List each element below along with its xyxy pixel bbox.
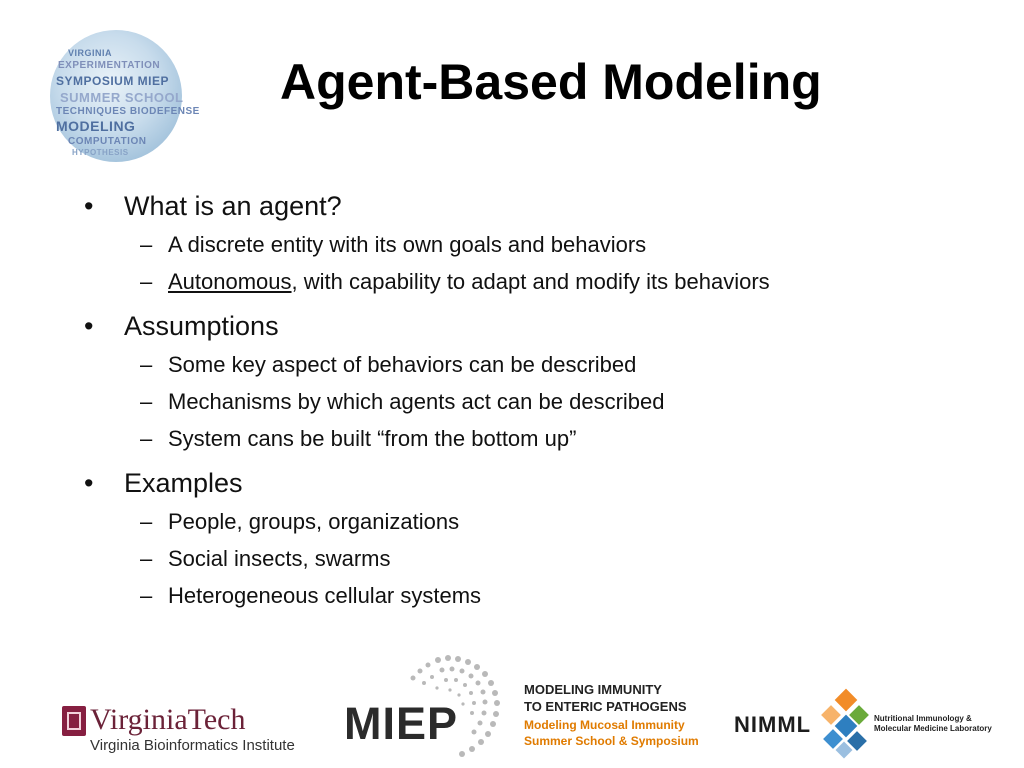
nimml-name: NIMML [734, 712, 812, 737]
bullet-text: What is an agent? [124, 191, 342, 221]
slide-title: Agent-Based Modeling [280, 54, 822, 110]
nimml-logo [734, 690, 994, 760]
sub-item [82, 263, 982, 300]
sub-list [82, 346, 982, 457]
sub-item [82, 226, 982, 263]
logo-word: EXPERIMENTATION [58, 60, 161, 71]
bullet-text: Examples [124, 468, 243, 498]
sub-text: Some key aspect of behaviors can be described [168, 352, 637, 377]
virginia-tech-logo [60, 704, 320, 764]
sub-list [82, 503, 982, 614]
logo-word: TECHNIQUES BIODEFENSE [56, 106, 200, 117]
underlined-term: Autonomous [168, 269, 292, 294]
miep-line4: Summer School & Symposium [524, 734, 699, 748]
logo-word: COMPUTATION [68, 136, 147, 147]
miep-line1: MODELING IMMUNITY [524, 682, 662, 697]
sub-text: A discrete entity with its own goals and behaviors [168, 232, 647, 257]
bullet-icon: • [84, 311, 94, 341]
vt-name: VirginiaTech [90, 703, 246, 736]
dash-icon: – [140, 546, 153, 571]
dash-icon: – [140, 232, 153, 257]
bullet-item [82, 186, 982, 226]
dash-icon: – [140, 426, 153, 451]
logo-word: HYPOTHESIS [72, 148, 129, 157]
slide-body [82, 180, 982, 614]
bullet-icon: • [84, 468, 94, 498]
miep-name: MIEP [344, 698, 459, 749]
miep-line3: Modeling Mucosal Immunity [524, 718, 685, 732]
sub-list [82, 226, 982, 300]
sub-text: People, groups, organizations [168, 509, 460, 534]
dash-icon: – [140, 352, 153, 377]
dash-icon: – [140, 509, 153, 534]
bullet-icon: • [84, 191, 94, 221]
bullet-text: Assumptions [124, 311, 279, 341]
sub-item [82, 383, 982, 420]
sub-text: Social insects, swarms [168, 546, 391, 571]
sub-item [82, 540, 982, 577]
dash-icon: – [140, 583, 153, 608]
diamond-cluster-icon [820, 690, 872, 760]
vt-seal-icon [62, 706, 86, 736]
logo-word: MODELING [56, 118, 136, 134]
bullet-item [82, 463, 982, 503]
nimml-line2: Molecular Medicine Laboratory [874, 724, 992, 733]
sub-text: Mechanisms by which agents act can be described [168, 389, 665, 414]
dash-icon: – [140, 389, 153, 414]
nimml-line1: Nutritional Immunology & [874, 714, 972, 723]
logo-word: VIRGINIA [68, 48, 113, 58]
dash-icon: – [140, 269, 153, 294]
sub-item [82, 346, 982, 383]
bullet-item [82, 306, 982, 346]
sub-text: Heterogeneous cellular systems [168, 583, 482, 608]
sub-item [82, 503, 982, 540]
sub-text: System cans be built “from the bottom up” [168, 426, 577, 451]
sub-text: , with capability to adapt and modify its behaviors [291, 269, 770, 294]
miep-line2: TO ENTERIC PATHOGENS [524, 699, 687, 714]
miep-logo [340, 648, 720, 763]
logo-word: SUMMER SCHOOL [60, 90, 184, 105]
sub-item [82, 577, 982, 614]
sub-item [82, 420, 982, 457]
footer-logos [0, 640, 1024, 768]
logo-word: SYMPOSIUM MIEP [56, 74, 170, 88]
conference-word-cloud-sphere-logo [50, 30, 200, 162]
vt-subtitle: Virginia Bioinformatics Institute [90, 737, 295, 754]
